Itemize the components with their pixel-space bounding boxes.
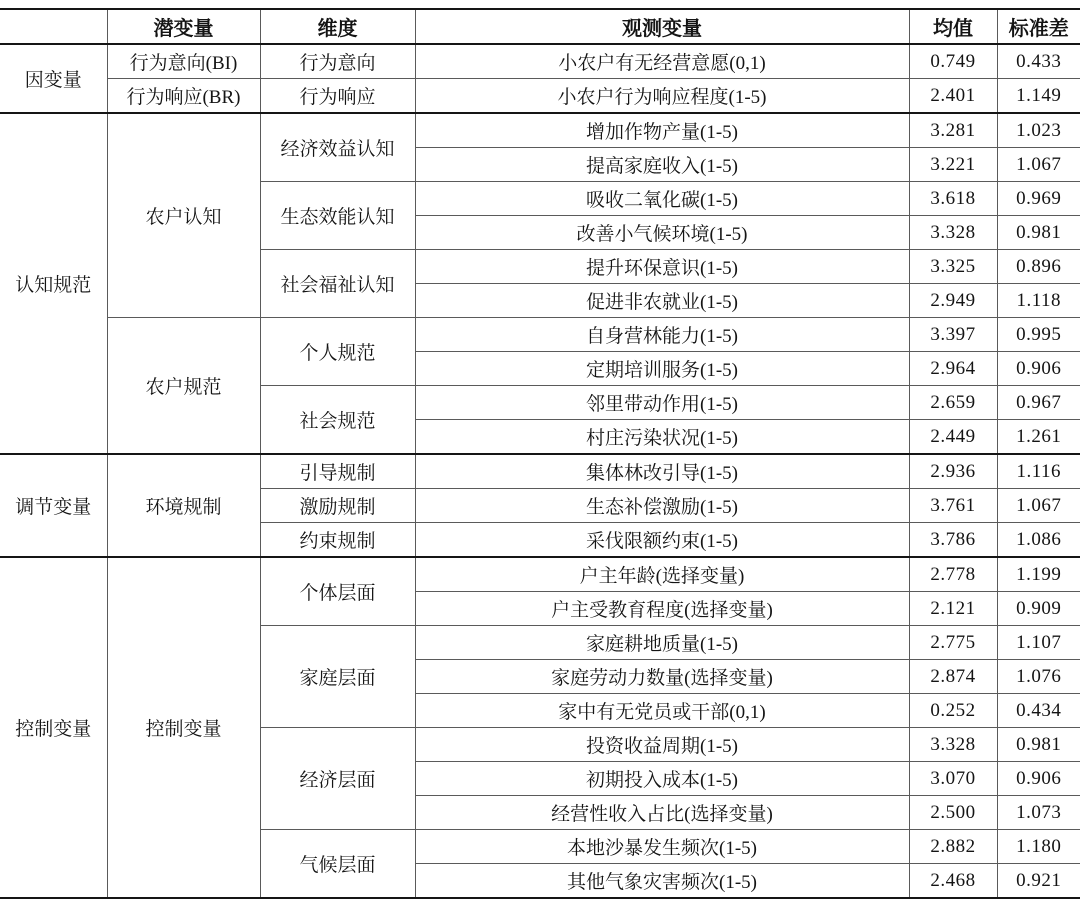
cell-sd: 0.906 bbox=[997, 762, 1080, 796]
cell-sd: 1.067 bbox=[997, 489, 1080, 523]
cell-dimension: 生态效能认知 bbox=[260, 182, 415, 250]
cell-sd: 0.981 bbox=[997, 728, 1080, 762]
cell-observed: 家庭耕地质量(1-5) bbox=[415, 626, 909, 660]
cell-observed: 家中有无党员或干部(0,1) bbox=[415, 694, 909, 728]
cell-observed: 采伐限额约束(1-5) bbox=[415, 523, 909, 558]
table-row bbox=[0, 318, 1080, 352]
cell-dimension: 行为响应 bbox=[260, 79, 415, 114]
cell-sd: 1.180 bbox=[997, 830, 1080, 864]
cell-mean: 3.325 bbox=[909, 250, 997, 284]
cell-mean: 2.882 bbox=[909, 830, 997, 864]
cell-category: 认知规范 bbox=[0, 113, 107, 454]
cell-latent: 环境规制 bbox=[107, 454, 260, 557]
cell-observed: 生态补偿激励(1-5) bbox=[415, 489, 909, 523]
header-row bbox=[0, 9, 1080, 44]
cell-observed: 提升环保意识(1-5) bbox=[415, 250, 909, 284]
cell-dimension: 经济层面 bbox=[260, 728, 415, 830]
cell-mean: 2.964 bbox=[909, 352, 997, 386]
cell-observed: 户主年龄(选择变量) bbox=[415, 557, 909, 592]
cell-sd: 0.995 bbox=[997, 318, 1080, 352]
cell-observed: 投资收益周期(1-5) bbox=[415, 728, 909, 762]
cell-mean: 3.397 bbox=[909, 318, 997, 352]
cell-mean: 3.328 bbox=[909, 216, 997, 250]
cell-latent: 农户规范 bbox=[107, 318, 260, 455]
cell-mean: 3.786 bbox=[909, 523, 997, 558]
cell-observed: 本地沙暴发生频次(1-5) bbox=[415, 830, 909, 864]
table-row bbox=[0, 557, 1080, 592]
cell-dimension: 个体层面 bbox=[260, 557, 415, 626]
cell-sd: 1.076 bbox=[997, 660, 1080, 694]
cell-sd: 1.086 bbox=[997, 523, 1080, 558]
cell-dimension: 家庭层面 bbox=[260, 626, 415, 728]
cell-sd: 1.107 bbox=[997, 626, 1080, 660]
cell-mean: 3.328 bbox=[909, 728, 997, 762]
cell-observed: 其他气象灾害频次(1-5) bbox=[415, 864, 909, 899]
column-header-latent: 潜变量 bbox=[107, 9, 260, 44]
cell-sd: 1.023 bbox=[997, 113, 1080, 148]
table-row bbox=[0, 454, 1080, 489]
cell-sd: 0.906 bbox=[997, 352, 1080, 386]
cell-mean: 3.070 bbox=[909, 762, 997, 796]
column-header-mean: 均值 bbox=[909, 9, 997, 44]
cell-sd: 0.921 bbox=[997, 864, 1080, 899]
column-header-observed: 观测变量 bbox=[415, 9, 909, 44]
cell-observed: 改善小气候环境(1-5) bbox=[415, 216, 909, 250]
cell-latent: 行为意向(BI) bbox=[107, 44, 260, 79]
cell-mean: 3.221 bbox=[909, 148, 997, 182]
cell-dimension: 引导规制 bbox=[260, 454, 415, 489]
cell-dimension: 个人规范 bbox=[260, 318, 415, 386]
cell-sd: 0.967 bbox=[997, 386, 1080, 420]
cell-observed: 促进非农就业(1-5) bbox=[415, 284, 909, 318]
cell-observed: 集体林改引导(1-5) bbox=[415, 454, 909, 489]
cell-observed: 初期投入成本(1-5) bbox=[415, 762, 909, 796]
table-row bbox=[0, 113, 1080, 148]
table-body bbox=[0, 44, 1080, 898]
cell-mean: 2.949 bbox=[909, 284, 997, 318]
cell-mean: 0.749 bbox=[909, 44, 997, 79]
cell-observed: 吸收二氧化碳(1-5) bbox=[415, 182, 909, 216]
cell-mean: 2.936 bbox=[909, 454, 997, 489]
column-header-dimension: 维度 bbox=[260, 9, 415, 44]
cell-observed: 家庭劳动力数量(选择变量) bbox=[415, 660, 909, 694]
cell-sd: 1.199 bbox=[997, 557, 1080, 592]
cell-latent: 农户认知 bbox=[107, 113, 260, 318]
column-header-category bbox=[0, 9, 107, 44]
cell-category: 调节变量 bbox=[0, 454, 107, 557]
cell-mean: 2.778 bbox=[909, 557, 997, 592]
descriptive-stats-table bbox=[0, 8, 1080, 899]
cell-mean: 2.449 bbox=[909, 420, 997, 455]
cell-sd: 0.909 bbox=[997, 592, 1080, 626]
cell-mean: 2.121 bbox=[909, 592, 997, 626]
column-header-sd: 标准差 bbox=[997, 9, 1080, 44]
cell-dimension: 社会福祉认知 bbox=[260, 250, 415, 318]
cell-mean: 2.775 bbox=[909, 626, 997, 660]
cell-mean: 3.281 bbox=[909, 113, 997, 148]
cell-dimension: 激励规制 bbox=[260, 489, 415, 523]
cell-observed: 小农户有无经营意愿(0,1) bbox=[415, 44, 909, 79]
cell-sd: 1.067 bbox=[997, 148, 1080, 182]
cell-observed: 自身营林能力(1-5) bbox=[415, 318, 909, 352]
cell-category: 控制变量 bbox=[0, 557, 107, 898]
cell-mean: 2.500 bbox=[909, 796, 997, 830]
cell-mean: 2.874 bbox=[909, 660, 997, 694]
cell-mean: 2.468 bbox=[909, 864, 997, 899]
cell-dimension: 经济效益认知 bbox=[260, 113, 415, 182]
cell-sd: 0.896 bbox=[997, 250, 1080, 284]
cell-sd: 1.116 bbox=[997, 454, 1080, 489]
cell-dimension: 社会规范 bbox=[260, 386, 415, 455]
cell-observed: 增加作物产量(1-5) bbox=[415, 113, 909, 148]
cell-dimension: 行为意向 bbox=[260, 44, 415, 79]
cell-sd: 1.073 bbox=[997, 796, 1080, 830]
cell-latent: 行为响应(BR) bbox=[107, 79, 260, 114]
table-row bbox=[0, 79, 1080, 114]
cell-sd: 0.434 bbox=[997, 694, 1080, 728]
cell-observed: 经营性收入占比(选择变量) bbox=[415, 796, 909, 830]
cell-observed: 村庄污染状况(1-5) bbox=[415, 420, 909, 455]
table-row bbox=[0, 44, 1080, 79]
cell-sd: 0.981 bbox=[997, 216, 1080, 250]
cell-latent: 控制变量 bbox=[107, 557, 260, 898]
cell-mean: 3.761 bbox=[909, 489, 997, 523]
cell-mean: 0.252 bbox=[909, 694, 997, 728]
cell-observed: 定期培训服务(1-5) bbox=[415, 352, 909, 386]
cell-sd: 1.149 bbox=[997, 79, 1080, 114]
cell-mean: 2.659 bbox=[909, 386, 997, 420]
cell-mean: 2.401 bbox=[909, 79, 997, 114]
cell-mean: 3.618 bbox=[909, 182, 997, 216]
cell-sd: 0.969 bbox=[997, 182, 1080, 216]
cell-category: 因变量 bbox=[0, 44, 107, 113]
cell-sd: 1.118 bbox=[997, 284, 1080, 318]
cell-observed: 提高家庭收入(1-5) bbox=[415, 148, 909, 182]
cell-sd: 0.433 bbox=[997, 44, 1080, 79]
cell-dimension: 约束规制 bbox=[260, 523, 415, 558]
cell-observed: 小农户行为响应程度(1-5) bbox=[415, 79, 909, 114]
cell-observed: 邻里带动作用(1-5) bbox=[415, 386, 909, 420]
cell-dimension: 气候层面 bbox=[260, 830, 415, 899]
cell-observed: 户主受教育程度(选择变量) bbox=[415, 592, 909, 626]
cell-sd: 1.261 bbox=[997, 420, 1080, 455]
